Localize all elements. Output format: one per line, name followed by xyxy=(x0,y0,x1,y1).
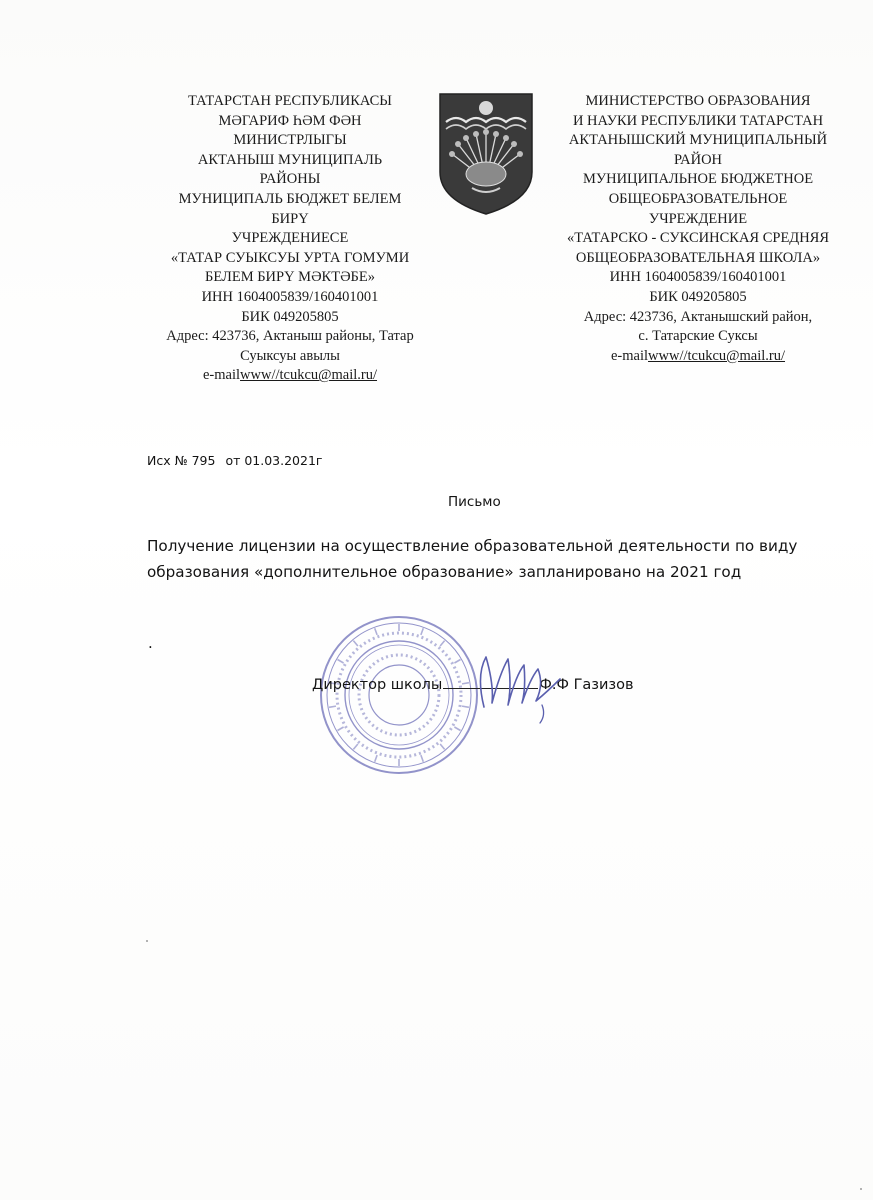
email-link[interactable]: www//tcukcu@mail.ru/ xyxy=(240,367,378,384)
header-right-line: УЧРЕЖДЕНИЕ xyxy=(648,210,748,227)
header-left-line: АКТАНЫШ МУНИЦИПАЛЬ xyxy=(197,151,383,168)
header-right-email xyxy=(548,347,848,367)
body-paragraph: Получение лицензии на осуществление образовательной деятельности по виду образования «дополнительное образование» запланировано на 2021 год xyxy=(147,537,798,581)
header-left-line: Суыксуы авылы xyxy=(240,347,340,364)
header-left-line: ИНН 1604005839/160401001 xyxy=(201,288,379,305)
coat-of-arms-icon xyxy=(436,92,536,216)
header-right-line: И НАУКИ РЕСПУБЛИКИ ТАТАРСТАН xyxy=(572,112,824,129)
header-right-line: АКТАНЫШСКИЙ МУНИЦИПАЛЬНЫЙ xyxy=(568,132,828,149)
header-left-line: МУНИЦИПАЛЬ БЮДЖЕТ БЕЛЕМ xyxy=(178,190,402,207)
outgoing-number xyxy=(147,453,332,468)
header-left-line: БИК 049205805 xyxy=(241,308,339,325)
header-left-line: МИНИСТРЛЫГЫ xyxy=(233,132,347,149)
header-left-email xyxy=(140,366,440,386)
header-right-line: РАЙОН xyxy=(673,151,723,168)
header-right-line: с. Татарские Суксы xyxy=(638,328,758,345)
header-right-line: ОБЩЕОБРАЗОВАТЕЛЬНОЕ xyxy=(608,190,788,207)
header-right-line: Адрес: 423736, Актанышский район, xyxy=(583,308,813,325)
signer-name: Ф.Ф Газизов xyxy=(539,677,634,693)
scan-speck xyxy=(860,1188,862,1190)
header-right-line: МУНИЦИПАЛЬНОЕ БЮДЖЕТНОЕ xyxy=(582,171,814,188)
handwritten-signature-icon xyxy=(464,645,574,725)
email-link[interactable]: www//tcukcu@mail.ru/ xyxy=(648,347,786,364)
email-prefix: e-mail xyxy=(610,347,649,364)
scan-speck xyxy=(146,940,148,942)
header-left-line: Адрес: 423736, Актаныш районы, Татар xyxy=(166,328,414,345)
letter-title: Письмо xyxy=(448,494,501,510)
header-left-line: МӘГАРИФ ҺӘМ ФӘН xyxy=(218,112,362,129)
header-right-line: БИК 049205805 xyxy=(649,288,747,305)
outgoing-date: от 01.03.2021г xyxy=(225,453,323,468)
header-left-line: УЧРЕЖДЕНИЕСЕ xyxy=(231,230,349,247)
header-left-line: РАЙОНЫ xyxy=(259,171,321,188)
email-prefix: e-mail xyxy=(202,367,241,384)
header-left-line: БЕЛЕМ БИРҮ МӘКТӘБЕ» xyxy=(205,269,375,286)
header-left-tatar xyxy=(140,92,440,386)
stray-dot: . xyxy=(148,634,153,652)
header-right-line: ОБЩЕОБРАЗОВАТЕЛЬНАЯ ШКОЛА» xyxy=(575,249,821,266)
signer-position: Директор школы xyxy=(312,677,443,693)
round-stamp-icon xyxy=(318,614,480,776)
header-right-line: МИНИСТЕРСТВО ОБРАЗОВАНИЯ xyxy=(585,93,811,109)
header-right-line: ИНН 1604005839/160401001 xyxy=(609,269,787,286)
header-right-line: «ТАТАРСКО - СУКСИНСКАЯ СРЕДНЯЯ xyxy=(566,230,830,247)
header-left-line: ТАТАРСТАН РЕСПУБЛИКАСЫ xyxy=(188,93,392,109)
header-left-line: «ТАТАР СУЫКСУЫ УРТА ГОМУМИ xyxy=(170,249,410,266)
header-left-line: БИРҮ xyxy=(271,210,309,227)
header-right-russian xyxy=(548,92,848,366)
outgoing-number-value: Исх № 795 xyxy=(147,453,216,468)
